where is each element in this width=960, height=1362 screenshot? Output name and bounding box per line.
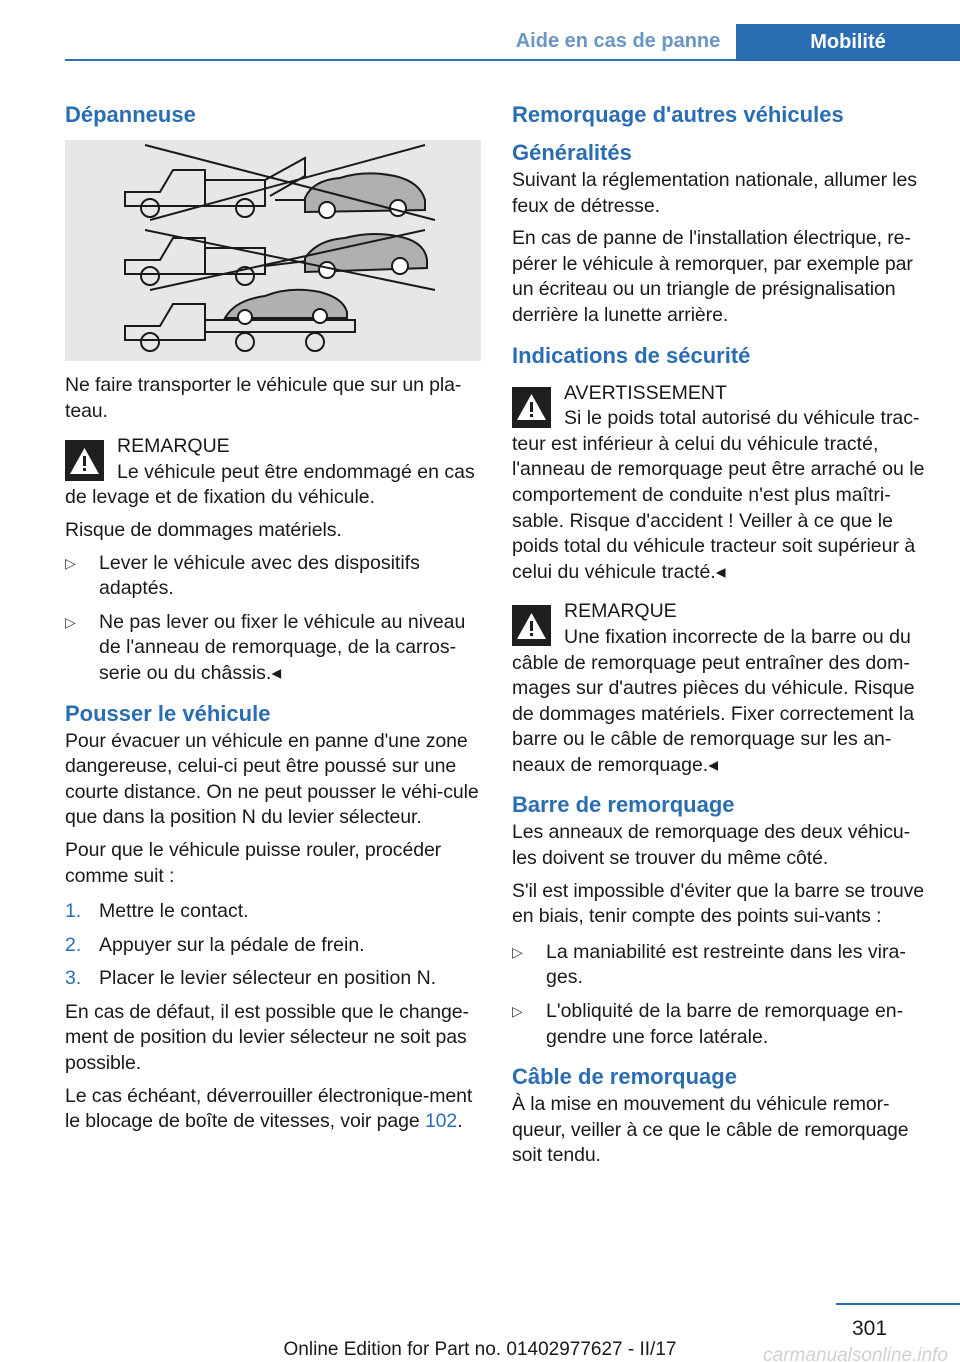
section-title-tow-cable: Câble de remorquage [512, 1064, 737, 1090]
risk-text: Risque de dommages matériels. [65, 518, 342, 541]
page-header [0, 24, 960, 62]
notice-block-2 [512, 599, 928, 778]
list-item: ▷ Ne pas lever ou fixer le véhicule au niveau de l'anneau de remorquage, de la carros-serie ou du châssis.◂ [65, 610, 481, 687]
tow-truck-diagram [65, 140, 481, 361]
notice-head-1 [65, 434, 481, 485]
push-paragraph-4 [65, 1084, 481, 1135]
section-title-tow-truck: Dépanneuse [65, 102, 196, 127]
page-reference-link[interactable]: 102 [424, 1110, 458, 1133]
header-rule [65, 59, 960, 61]
warning-head [512, 381, 928, 432]
list-item: ▷ Lever le véhicule avec des dispositifs adaptés. [65, 551, 481, 602]
warning-triangle-icon [65, 440, 104, 481]
section-title-tow-bar: Barre de remorquage [512, 792, 735, 818]
tow-bar-list [512, 940, 928, 1050]
warning-triangle-icon [512, 387, 551, 428]
page-number: 301 [852, 1317, 888, 1340]
step-item [65, 899, 481, 925]
push-paragraph-2: Pour que le véhicule puisse rouler, procéder comme suit : [65, 838, 442, 887]
step-number: 1. [65, 900, 82, 923]
edition-note: Online Edition for Part no. 01402977627 - II/17 [283, 1339, 677, 1360]
step-item [65, 966, 481, 992]
notice-body: câble de remorquage peut entraîner des dom-mages sur d'autres pièces du véhicule. Risque de dommages matériels. Fixer correctement la barre ou le câble de remorquage sur les an-neaux de remorquage.◂ [512, 651, 915, 776]
push-paragraph-4-end: . [457, 1110, 463, 1133]
bar-paragraph-2: S'il est impossible d'éviter que la barre se trouve en biais, tenir compte des points sui-vants : [512, 879, 925, 928]
step-text: Placer le levier sélecteur en position N. [99, 967, 437, 990]
section-title-safety: Indications de sécurité [512, 342, 751, 368]
list-item: ▷ L'obliquité de la barre de remorquage en-gendre une force latérale. [512, 999, 928, 1050]
left-column [65, 98, 481, 1142]
warning-first-line: Si le poids total autorisé du véhicule trac- [564, 407, 920, 430]
notice-first-line: Le véhicule peut être endommagé en cas [117, 460, 475, 483]
steps-list [65, 899, 481, 992]
header-section-title: Aide en cas de panne [515, 30, 721, 52]
warning-label: AVERTISSEMENT [564, 381, 727, 404]
notice-first-line: Une fixation incorrecte de la barre ou du [564, 625, 911, 648]
footer-rule [836, 1303, 960, 1305]
bar-paragraph-1: Les anneaux de remorquage des deux véhicu-les doivent se trouver du même côté. [512, 821, 910, 870]
warning-triangle-icon [512, 605, 551, 646]
list-item: ▷ La maniabilité est restreinte dans les vira-ges. [512, 940, 928, 991]
page-footer [0, 1303, 960, 1362]
step-number: 2. [65, 933, 82, 956]
general-paragraph-1: Suivant la réglementation nationale, allumer les feux de détresse. [512, 169, 917, 217]
cable-paragraph: À la mise en mouvement du véhicule remor-queur, veiller à ce que le câble de remorquage soit tendu. [512, 1093, 909, 1167]
general-paragraph-2: En cas de panne de l'installation électrique, re-pérer le véhicule à remorquer, par exemple par un écriteau ou un triangle de présignalisation derrière la lunette arrière. [512, 227, 913, 326]
step-text: Mettre le contact. [99, 900, 249, 923]
step-number: 3. [65, 967, 82, 990]
figure-caption: Ne faire transporter le véhicule que sur un pla-teau. [65, 374, 462, 422]
push-paragraph-1: Pour évacuer un véhicule en panne d'une zone dangereuse, celui-ci peut être poussé sur une courte distance. On ne peut pousser le véhi-cule que dans la position N du levier sélecteur. [65, 729, 479, 829]
notice-block-1 [65, 434, 481, 511]
watermark: carmanualsonline.info [763, 1345, 948, 1362]
notice-body: de levage et de fixation du véhicule. [65, 486, 376, 509]
notice-label: REMARQUE [564, 600, 677, 623]
section-title-towing-others: Remorquage d'autres véhicules [512, 102, 844, 127]
warning-block [512, 381, 928, 586]
right-column [512, 98, 928, 1176]
header-chapter-tab: Mobilité [736, 24, 960, 61]
section-title-general: Généralités [512, 140, 632, 165]
notice-head-2 [512, 599, 928, 650]
section-title-push: Pousser le véhicule [65, 700, 271, 726]
step-item [65, 933, 481, 959]
step-text: Appuyer sur la pédale de frein. [99, 933, 365, 956]
warning-body: teur est inférieur à celui du véhicule tracté, l'anneau de remorquage peut être arraché ou le comportement de conduite n'est plus maîtri-sable. Risque d'accident ! Veiller à ce que le poids total du véhicule tracteur soit supérieur à celui du véhicule tracté.◂ [512, 432, 925, 583]
push-paragraph-3: En cas de défaut, il est possible que le change-ment de position du levier sélecteur ne soit pas possible. [65, 1000, 469, 1075]
notice-label: REMARQUE [117, 435, 230, 458]
tow-truck-illustration [65, 140, 481, 361]
push-paragraph-4-text: Le cas échéant, déverrouiller électronique-ment le blocage de boîte de vitesses, voir page [65, 1084, 473, 1133]
precaution-list [65, 551, 481, 687]
